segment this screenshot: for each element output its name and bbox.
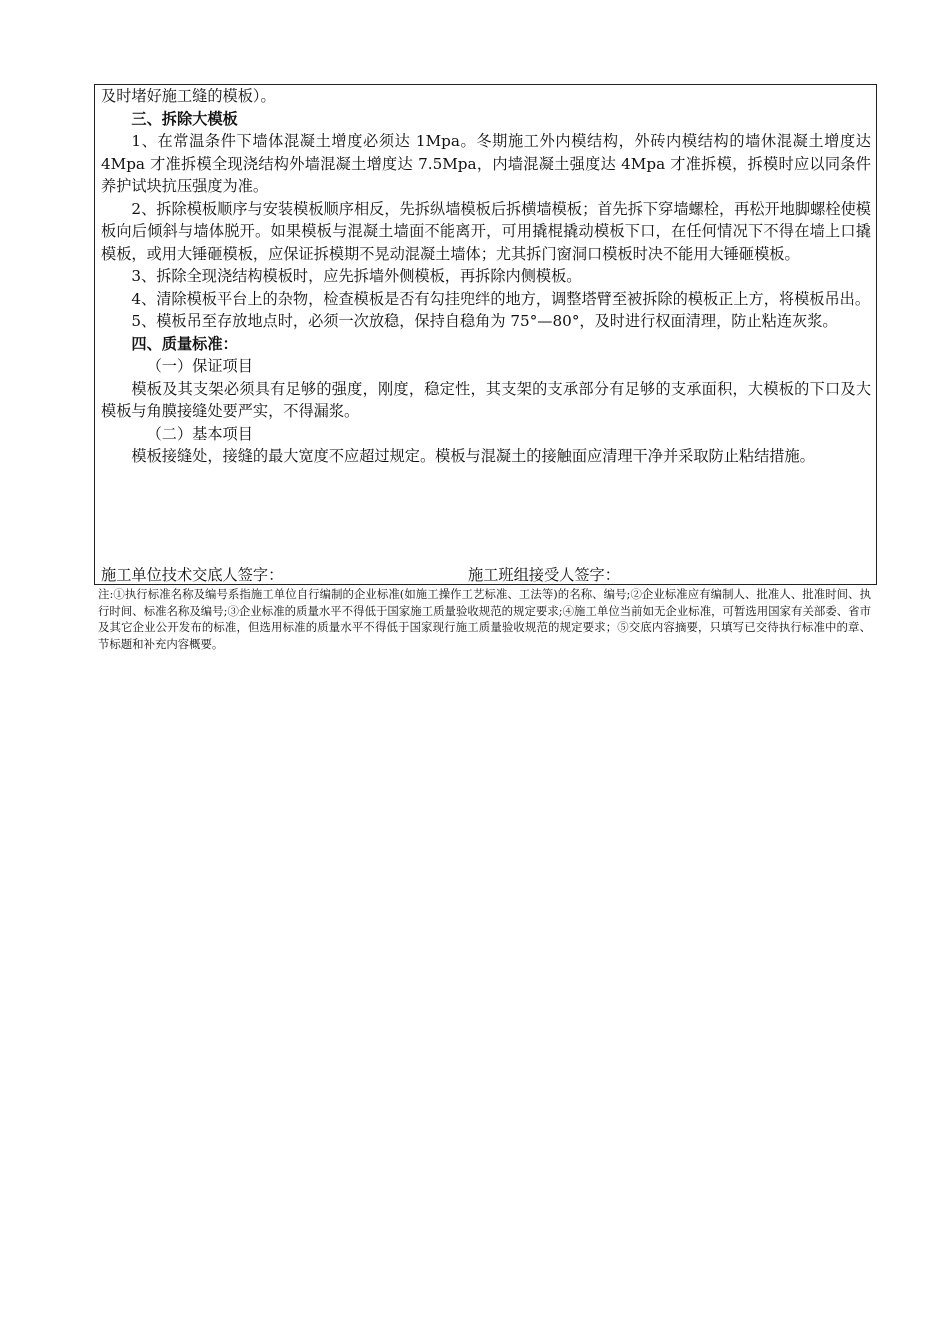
item-3-paragraph: 3、拆除全现浇结构模板时，应先拆墙外侧模板，再拆除内侧模板。: [131, 267, 582, 285]
subsection-guarantee-text: 模板及其支架必须具有足够的强度，刚度，稳定性，其支架的支承部分有足够的支承面积，大模板的下口及大模板与角膜接缝处要严实，不得漏浆。: [101, 379, 871, 420]
section-heading-quality-standard: 四、质量标准：: [131, 334, 238, 353]
disclosure-body: [101, 85, 871, 468]
subsection-basic-title: （二）基本项目: [146, 424, 253, 443]
footnote: 注:①执行标准名称及编号系指施工单位自行编制的企业标准(如施工操作工艺标准、工法等)的名称、编号;②企业标准应有编制人、批准人、批准时间、执行时间、标准名称及编号;③企业标准的质量水平不得低于国家施工质量验收规范的规定要求;④施工单位当前如无企业标准，可暂选用国家有关部委、省市及其它企业公开发布的标准，但选用标准的质量水平不得低于国家现行施工质量验收规范的规定要求；⑤交底内容摘要，只填写已交待执行标准中的章、节标题和补充内容概要。: [98, 587, 871, 651]
continued-line: 及时堵好施工缝的模板）。: [101, 87, 276, 105]
team-receiver-signature-label: 施工班组接受人签字：: [468, 566, 620, 584]
disclosure-content-box: [94, 84, 877, 585]
item-5-paragraph: 5、模板吊至存放地点时，必须一次放稳，保持自稳角为 75°—80°，及时进行权面清理，防止粘连灰浆。: [131, 312, 838, 330]
subsection-basic-text: 模板接缝处，接缝的最大宽度不应超过规定。模板与混凝土的接触面应清理干净并采取防止粘结措施。: [131, 447, 815, 465]
subsection-guarantee-title: （一）保证项目: [146, 357, 253, 375]
section-heading-remove-formwork: 三、拆除大模板: [131, 109, 238, 128]
signature-row: [101, 564, 871, 586]
item-2-paragraph: 2、拆除模板顺序与安装模板顺序相反，先拆纵墙模板后拆横墙模板；首先拆下穿墙螺栓，再松开地脚螺栓使模板向后倾斜与墙体脱开。如果模板与混凝土墙面不能离开，可用撬棍撬动模板下口，在任何情况下不得在墙上口撬模板，或用大锤砸模板，应保证拆模期不晃动混凝土墙体；尤其拆门窗洞口模板时决不能用大锤砸模板。: [101, 199, 871, 263]
technical-discloser-signature-label: 施工单位技术交底人签字：: [101, 566, 284, 584]
item-4-paragraph: 4、清除模板平台上的杂物，检查模板是否有勾挂兜绊的地方，调整塔臂至被拆除的模板正上方，将模板吊出。: [131, 289, 871, 308]
item-1-paragraph: 1、在常温条件下墙体混凝土增度必须达 1Mpa。冬期施工外内模结构，外砖内模结构的墙休混凝土增度达 4Mpa 才准拆模全现浇结构外墙混凝土增度达 7.5Mpa，内墙混凝土强度达 4Mpa 才准拆模，拆模时应以同条件养护试块抗压强度为准。: [101, 132, 871, 195]
